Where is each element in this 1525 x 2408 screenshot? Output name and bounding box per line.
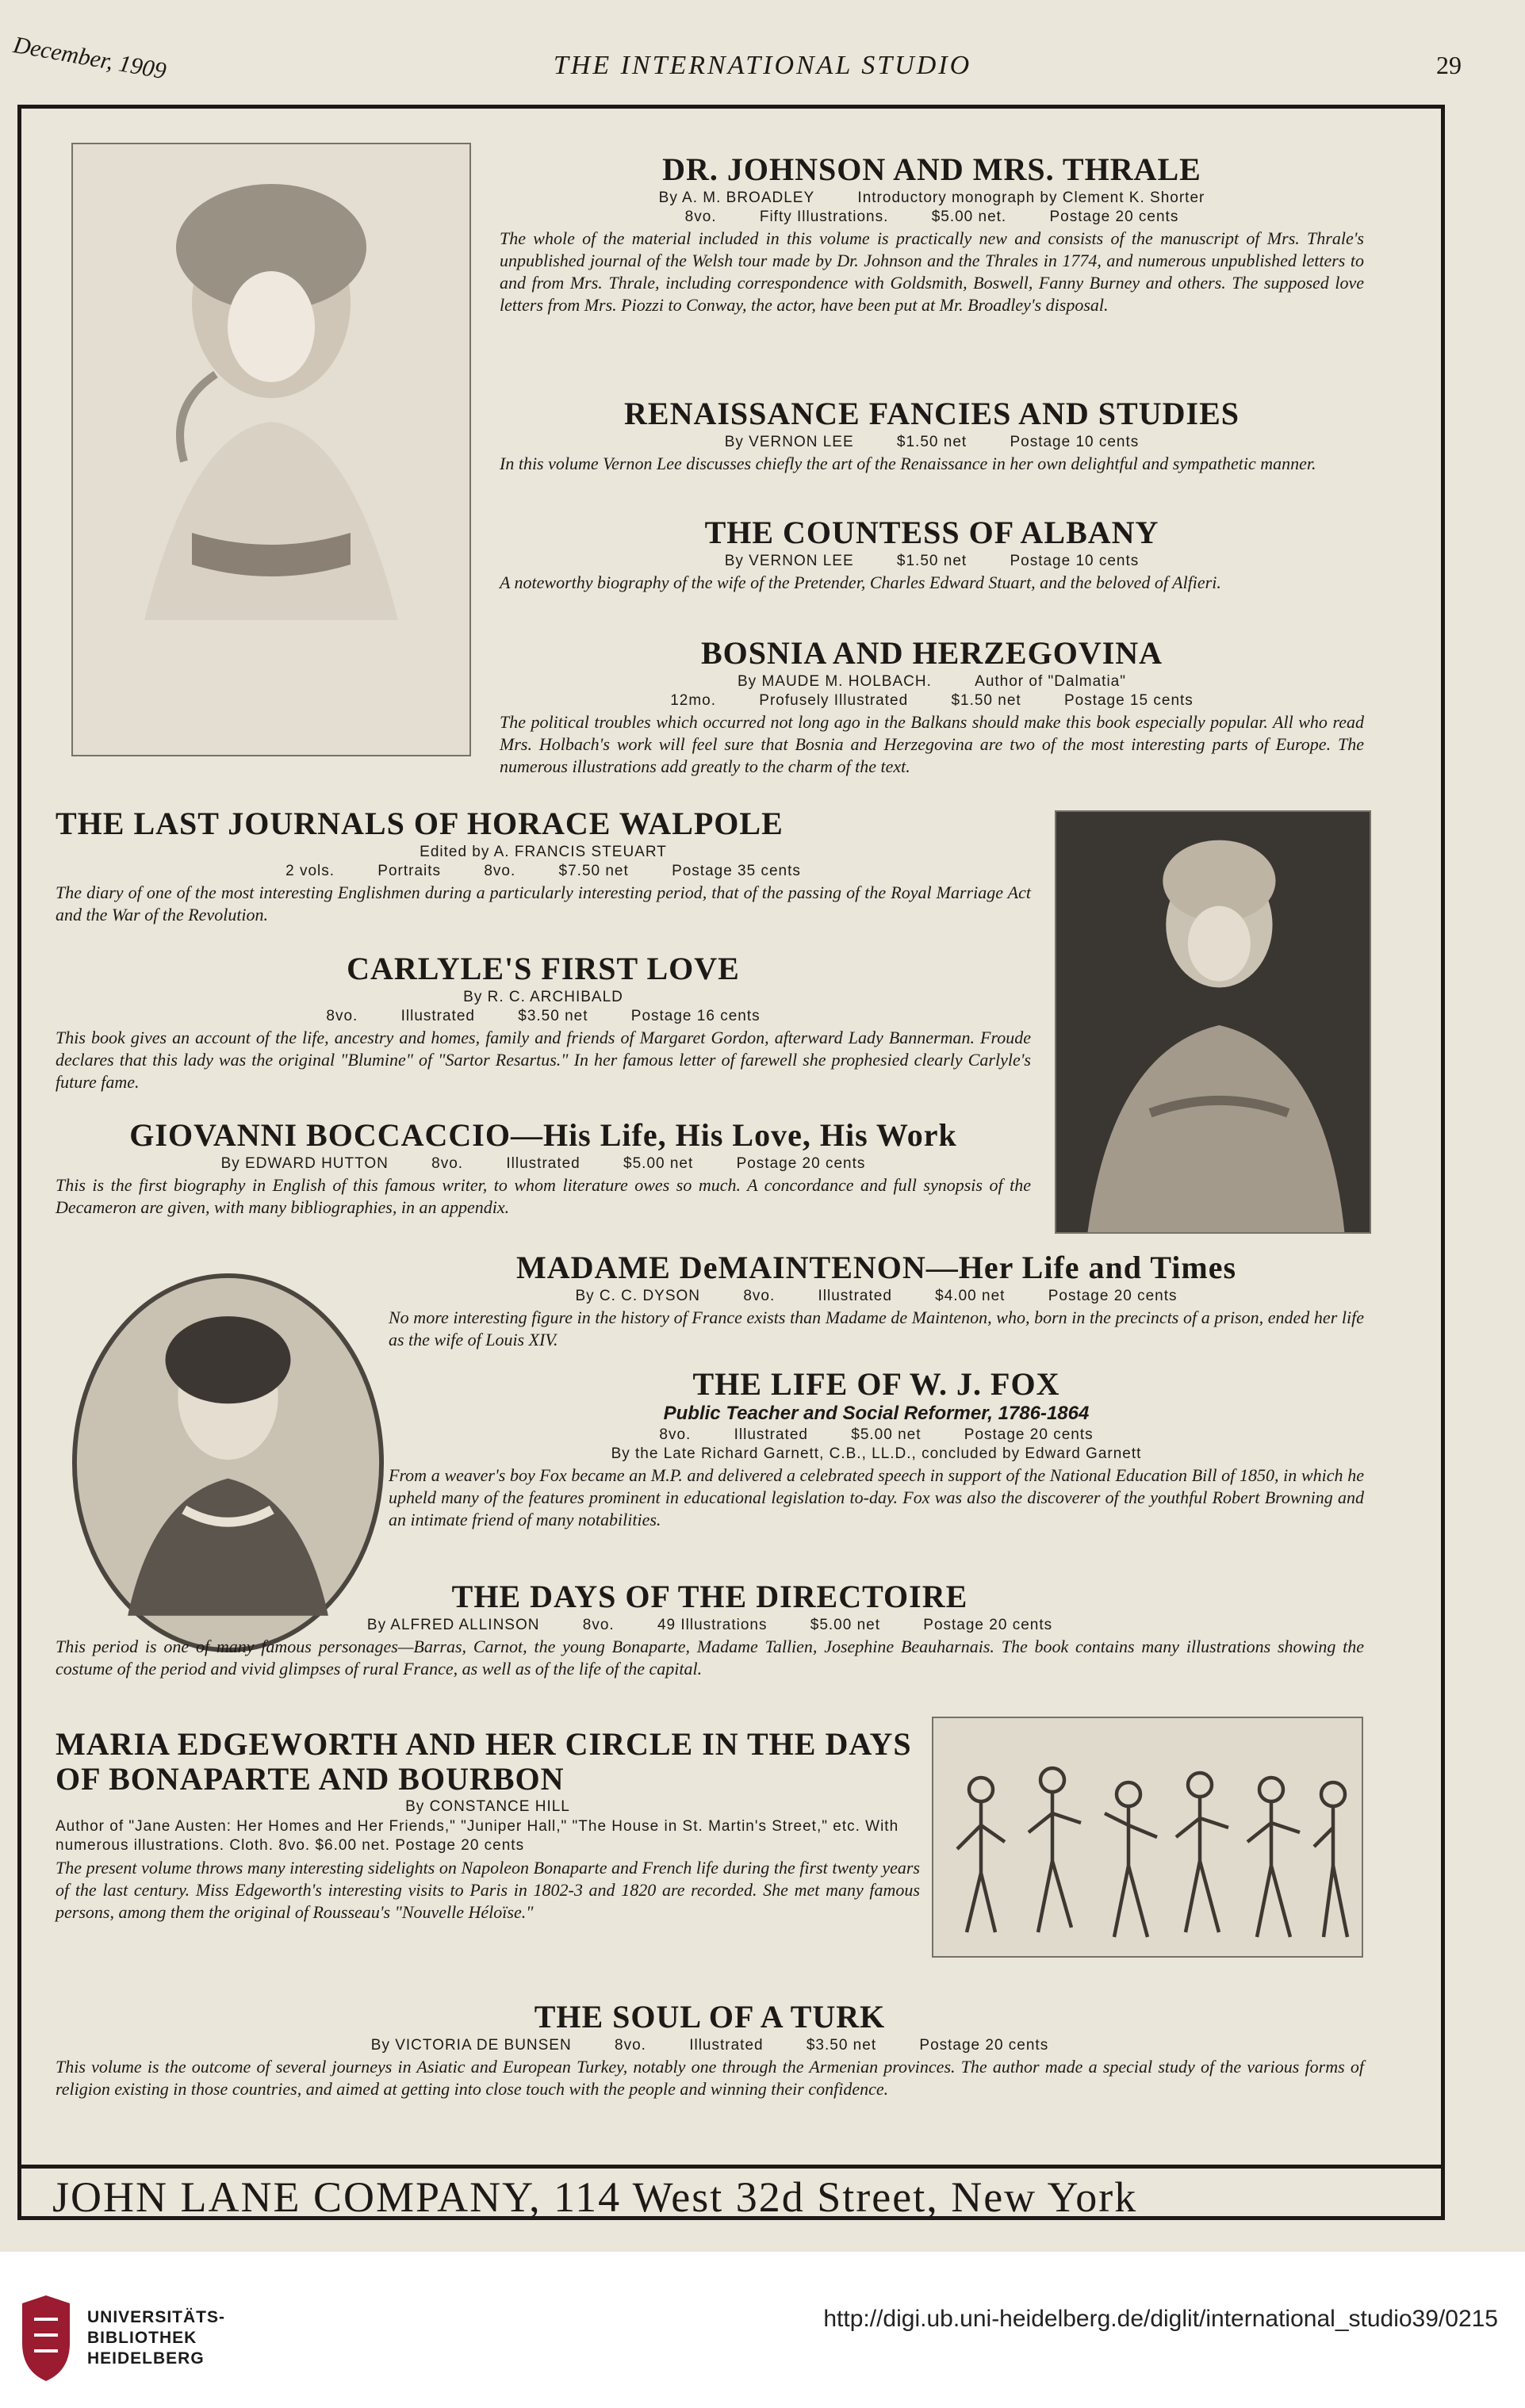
book-description: A noteworthy biography of the wife of the Pretender, Charles Edward Stuart, and the beloved of Alfieri. [500, 572, 1221, 592]
book-renaissance-fancies [500, 395, 1364, 475]
book-meta [56, 844, 1031, 861]
book-postage: Postage 10 cents [1010, 434, 1140, 450]
book-price: $5.00 net [851, 1426, 922, 1443]
book-carlyle-first-love [56, 950, 1031, 1093]
book-description: This period is one of many famous personages—Barras, Carnot, the young Bonaparte, Madame Tallien, Josephine Beauharnais. The book contains many illustrations showing the costume of the period and vivid glimpses of rural France, as well as of the life of the capital. [56, 1637, 1364, 1679]
book-description: This volume is the outcome of several journeys in Asiatic and European Turkey, notably one through the Armenian provinces. The author made a special study of the various forms of religion existing in those countries, and aimed at getting into close touch with the people and winning their confidence. [56, 2057, 1364, 2099]
book-price: $7.50 net [558, 863, 629, 879]
book-meta [56, 989, 1031, 1006]
book-meta-details [56, 863, 1031, 880]
book-postage: Postage 20 cents [964, 1426, 1094, 1443]
book-meta [389, 1426, 1364, 1444]
book-price: $3.50 net [518, 1008, 588, 1024]
book-title: THE SOUL OF A TURK [534, 1999, 886, 2035]
portrait-painting-icon [1055, 810, 1371, 1234]
book-format: 12mo. [670, 692, 717, 709]
book-meta [500, 434, 1364, 451]
book-format: 8vo. [659, 1426, 692, 1443]
book-meta [500, 190, 1364, 207]
book-illustrations: Illustrated [818, 1288, 892, 1304]
dancing-figures-icon [932, 1717, 1363, 1958]
book-author: By the Late Richard Garnett, C.B., LL.D., concluded by Edward Garnett [611, 1445, 1142, 1462]
book-meta-details [500, 692, 1364, 710]
book-subtitle: Public Teacher and Social Reformer, 1786-1864 [663, 1403, 1090, 1424]
book-author: By EDWARD HUTTON [220, 1155, 389, 1172]
book-author: By VICTORIA DE BUNSEN [370, 2037, 572, 2054]
library-name-line3: HEIDELBERG [87, 2349, 205, 2368]
book-title: THE LIFE OF W. J. FOX [692, 1366, 1060, 1402]
book-illustrations: 49 Illustrations [657, 1617, 768, 1633]
book-format: 8vo. [582, 1617, 615, 1633]
book-meta [56, 1617, 1364, 1634]
book-price: $5.00 net [810, 1617, 880, 1633]
book-postage: Postage 20 cents [1048, 1288, 1178, 1304]
book-price: $1.50 net [951, 692, 1021, 709]
book-price: $4.00 net [935, 1288, 1006, 1304]
book-meta-details [500, 209, 1364, 226]
book-countess-albany [500, 514, 1364, 594]
book-title: THE LAST JOURNALS OF HORACE WALPOLE [56, 806, 784, 841]
book-postage: Postage 10 cents [1010, 553, 1140, 569]
book-author: By C. C. DYSON [575, 1288, 701, 1304]
book-postage: Postage 35 cents [672, 863, 801, 879]
book-edgeworth [56, 1727, 920, 1924]
book-meta-details [56, 1817, 920, 1855]
book-title: THE DAYS OF THE DIRECTOIRE [451, 1579, 968, 1614]
book-author: By A. M. BROADLEY [658, 190, 815, 206]
book-note: Author of "Dalmatia" [975, 673, 1126, 690]
book-bosnia-herzegovina [500, 634, 1364, 778]
book-format: 8vo. [431, 1155, 464, 1172]
book-illustrations: Illustrated [734, 1426, 808, 1443]
book-meta-details [56, 1008, 1031, 1025]
book-fox [389, 1365, 1364, 1531]
book-author: By VERNON LEE [724, 434, 854, 450]
library-logo-icon [14, 2295, 78, 2383]
book-boccaccio [56, 1116, 1031, 1219]
book-title: CARLYLE'S FIRST LOVE [347, 951, 740, 986]
book-format: 8vo. [743, 1288, 776, 1304]
source-bar [0, 2284, 1525, 2408]
book-title: MADAME DeMAINTENON—Her Life and Times [515, 1250, 1237, 1285]
book-author-works: Author of "Jane Austen: Her Homes and Her Friends," "Juniper Hall," "The House in St. Martin's Street," etc. With numerous illustrations. Cloth. 8vo. $6.00 net. Postage 20 cents [56, 1818, 899, 1854]
book-maintenon [389, 1249, 1364, 1351]
book-title: MARIA EDGEWORTH AND HER CIRCLE IN THE DAYS OF BONAPARTE AND BOURBON [56, 1726, 912, 1797]
book-description: The diary of one of the most interesting Englishmen during a particularly interesting period, that of the passing of the Royal Marriage Act and the War of the Revolution. [56, 882, 1031, 925]
book-description: No more interesting figure in the history of France exists than Madame de Maintenon, who, born in the precincts of a prison, ended her life as the wife of Louis XIV. [389, 1307, 1364, 1349]
publisher-footer: JOHN LANE COMPANY, 114 West 32d Street, New York [52, 2173, 1138, 2221]
book-meta [56, 2037, 1364, 2054]
book-directoire [56, 1578, 1364, 1680]
book-price: $3.50 net [806, 2037, 877, 2054]
book-postage: Postage 20 cents [923, 1617, 1053, 1633]
book-note: Introductory monograph by Clement K. Shorter [857, 190, 1205, 206]
book-description: In this volume Vernon Lee discusses chiefly the art of the Renaissance in her own delightful and sympathetic manner. [500, 454, 1316, 473]
book-title: RENAISSANCE FANCIES AND STUDIES [624, 396, 1240, 431]
book-illustrations: Illustrated [400, 1008, 475, 1024]
book-meta [389, 1288, 1364, 1305]
book-postage: Postage 15 cents [1063, 692, 1194, 709]
book-description: The whole of the material included in this volume is practically new and consists of the manuscript of Mrs. Thrale's unpublished journal of the Welsh tour made by Dr. Johnson and the Thrales in 1774, and numerous unpublished letters to and from Mrs. Thrale, including correspondence with Goldsmith, Boswell, Fanny Burney and others. The supposed love letters from Mrs. Piozzi to Conway, the actor, have been put at Mr. Broadley's disposal. [500, 228, 1364, 315]
book-illustrations: Illustrated [506, 1155, 580, 1172]
book-soul-of-a-turk [56, 1998, 1364, 2100]
book-description: The political troubles which occurred not long ago in the Balkans should make this book especially popular. All who read Mrs. Holbach's work will feel sure that Bosnia and Herzegovina are two of the most interesting parts of Europe. The numerous illustrations add greatly to the charm of the text. [500, 712, 1364, 776]
book-description: From a weaver's boy Fox became an M.P. and delivered a celebrated speech in support of the National Education Bill of 1850, in which he upheld many of the features prominent in educational legislation to-day. Fox was also the discoverer of the youthful Robert Browning and an intimate friend of many notabilities. [389, 1465, 1364, 1529]
book-title: GIOVANNI BOCCACCIO—His Life, His Love, His Work [129, 1117, 957, 1153]
book-meta [56, 1155, 1031, 1173]
book-format: 8vo. [615, 2037, 646, 2054]
header-date: December, 1909 [11, 32, 168, 85]
source-url-link[interactable]: http://digi.ub.uni-heidelberg.de/diglit/international_studio39/0215 [823, 2306, 1498, 2332]
book-price: $1.50 net [896, 434, 967, 450]
book-author: By ALFRED ALLINSON [366, 1617, 540, 1633]
book-price: $5.00 net. [931, 209, 1007, 225]
book-title: BOSNIA AND HERZEGOVINA [700, 635, 1163, 671]
book-author: By R. C. ARCHIBALD [463, 989, 623, 1005]
library-name-line1: UNIVERSITÄTS- [87, 2308, 226, 2326]
book-illustrations: Illustrated [689, 2037, 764, 2054]
footer-rule [17, 2165, 1445, 2169]
book-title: DR. JOHNSON AND MRS. THRALE [662, 151, 1201, 187]
book-price: $1.50 net [896, 553, 967, 569]
book-format: 8vo. [326, 1008, 358, 1024]
book-description: This book gives an account of the life, ancestry and homes, family and friends of Margaret Gordon, afterward Lady Bannerman. Froude declares that this lady was the original "Blumine" of "Sartor Resartus." In her famous letter of farewell she prophesied clearly Carlyle's future fame. [56, 1028, 1031, 1092]
book-meta [500, 673, 1364, 691]
book-editor: Edited by A. FRANCIS STEUART [420, 844, 667, 860]
book-postage: Postage 20 cents [736, 1155, 866, 1172]
header-title: THE INTERNATIONAL STUDIO [553, 51, 972, 80]
book-postage: Postage 16 cents [630, 1008, 761, 1024]
book-volumes: 2 vols. [285, 863, 335, 879]
book-meta [56, 1798, 920, 1816]
book-author: By CONSTANCE HILL [405, 1798, 570, 1815]
book-format: 8vo. [684, 209, 717, 225]
library-name [87, 2307, 225, 2369]
portrait-engraving-icon [71, 143, 471, 756]
book-illustrations: Fifty Illustrations. [759, 209, 889, 225]
page-number: 29 [1436, 51, 1462, 79]
book-illustrations: Profusely Illustrated [759, 692, 909, 709]
book-description: This is the first biography in English of this famous writer, to whom literature owes so much. A concordance and full synopsis of the Decameron are given, with many bibliographies, in an appendix. [56, 1175, 1031, 1217]
book-author: By MAUDE M. HOLBACH. [738, 673, 932, 690]
book-description: The present volume throws many interesting sidelights on Napoleon Bonaparte and French life during the first twenty years of the last century. Miss Edgeworth's interesting visits to Paris in 1802-3 and 1820 are recorded. She met many famous persons, among them the original of Rousseau's "Nouvelle Héloïse." [56, 1858, 920, 1922]
book-meta [500, 553, 1364, 570]
book-postage: Postage 20 cents [919, 2037, 1049, 2054]
book-format: 8vo. [484, 863, 516, 879]
book-title: THE COUNTESS OF ALBANY [704, 515, 1159, 550]
book-walpole-journals [56, 805, 1031, 926]
book-author: By VERNON LEE [724, 553, 854, 569]
book-postage: Postage 20 cents [1049, 209, 1179, 225]
book-price: $5.00 net [623, 1155, 694, 1172]
book-meta-details [389, 1445, 1364, 1463]
book-johnson-thrale [500, 151, 1364, 316]
book-illustrations: Portraits [377, 863, 442, 879]
library-name-line2: BIBLIOTHEK [87, 2329, 197, 2347]
